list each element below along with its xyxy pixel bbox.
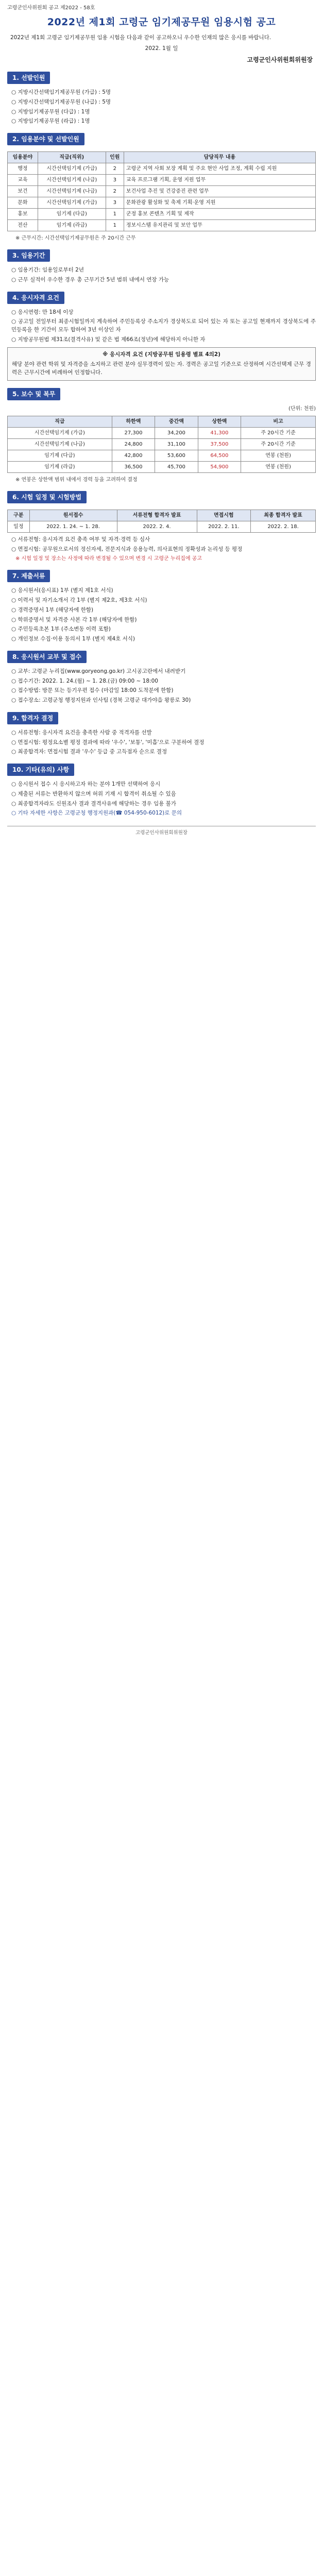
closing-issuer: 고령군인사위원회위원장 [7, 826, 316, 837]
table-cell: 2022. 2. 18. [251, 521, 316, 532]
table-cell: 문화 [8, 197, 38, 209]
announcement-page [0, 0, 323, 845]
table-cell: 행정 [8, 163, 38, 175]
table-header: 직급 [8, 416, 112, 427]
table-header: 서류전형 합격자 발표 [117, 510, 197, 521]
unit-label: (단위: 천원) [288, 405, 316, 412]
table-header: 인원 [106, 152, 124, 163]
table-cell: 문화관광 활성화 및 축제 기획·운영 지원 [124, 197, 315, 209]
schedule-table [7, 510, 316, 533]
table-cell: 교육 프로그램 기획, 운영 지원 업무 [124, 175, 315, 186]
table-cell: 보건사업 추진 및 건강증진 관련 업무 [124, 186, 315, 197]
table-cell: 연봉 (천원) [241, 461, 316, 472]
table-row [8, 209, 316, 220]
table-header: 하한액 [112, 416, 155, 427]
table-header: 원서접수 [29, 510, 117, 521]
table-cell: 2022. 1. 24. ~ 1. 28. [29, 521, 117, 532]
list-item: ○ 서류전형: 응시자격 요건 충족 여부 및 자격·경력 등 심사 [11, 536, 150, 543]
list-item: ○ 지방임기제공무원 (라급) : 1명 [11, 118, 90, 125]
table-cell: 37,500 [198, 438, 241, 450]
list-item: ○ 공고일 전일부터 최종시험일까지 계속하여 주민등록상 주소지가 경상북도로 되어 있는 자 또는 공고일 현재까지 경상북도에 주민등록을 한 기간이 모두 합하여 3년 이상인 자 [11, 318, 316, 333]
table-cell: 42,800 [112, 450, 155, 461]
list-item: ○ 제출된 서류는 반환하지 않으며 허위 기재 시 합격이 취소될 수 있음 [11, 790, 176, 797]
section-period [7, 249, 316, 284]
list-item: ○ 주민등록초본 1부 (주소변동 이력 포함) [11, 626, 111, 633]
section-selection [7, 712, 316, 756]
table-header: 임용분야 [8, 152, 38, 163]
table-cell: 일정 [8, 521, 30, 532]
table-cell: 주 20시간 기준 [241, 427, 316, 438]
announce-date: 2022. 1월 일 [145, 45, 178, 52]
issuer: 고령군인사위원회위원장 [247, 56, 313, 63]
list-item: ○ 교부: 고령군 누리집(www.goryeong.go.kr) 고시공고란에서 내려받기 [11, 668, 186, 674]
table-cell: 34,200 [155, 427, 198, 438]
fields-table [7, 151, 316, 231]
table-cell: 1 [106, 220, 124, 231]
list-item: ○ 응시원서 접수 시 응시하고자 하는 분야 1개만 선택하여 응시 [11, 781, 161, 787]
section-heading: 4. 응시자격 요건 [7, 292, 64, 304]
table-row [8, 461, 316, 472]
table-row [8, 197, 316, 209]
table-cell: 시간선택임기제 (나급) [38, 175, 106, 186]
table-cell: 1 [106, 209, 124, 220]
list-item: ○ 개인정보 수집·이용 동의서 1부 (별지 제4호 서식) [11, 636, 135, 642]
table-header: 담당직무 내용 [124, 152, 315, 163]
table-cell: 31,100 [155, 438, 198, 450]
table-row [8, 186, 316, 197]
section-qualification [7, 292, 316, 381]
table-row [8, 521, 316, 532]
table-cell: 2 [106, 186, 124, 197]
table-cell: 임기제 (다급) [38, 209, 106, 220]
table-row [8, 450, 316, 461]
table-cell: 53,600 [155, 450, 198, 461]
section-heading: 1. 선발인원 [7, 72, 50, 84]
section-heading: 5. 보수 및 복무 [7, 388, 60, 400]
list-item: ○ 면접시험: 평정요소별 평정 결과에 따라 '우수', '보통', '미흡'으로 구분하여 결정 [11, 739, 205, 745]
list-item: ○ 접수방법: 방문 또는 등기우편 접수 (마감일 18:00 도착분에 한함) [11, 687, 174, 694]
section-heading: 6. 시험 일정 및 시험방법 [7, 491, 87, 503]
list-item: ○ 접수장소: 고령군청 행정지원과 인사팀 (경북 고령군 대가야읍 왕릉로 30) [11, 697, 191, 703]
section-heading: 2. 임용분야 및 선발인원 [7, 133, 84, 145]
table-cell: 시간선택임기제 (가급) [38, 163, 106, 175]
table-cell: 24,800 [112, 438, 155, 450]
section-heading: 9. 합격자 결정 [7, 712, 58, 724]
table-row [8, 220, 316, 231]
table-cell: 36,500 [112, 461, 155, 472]
table-cell: 27,300 [112, 427, 155, 438]
table-cell: 임기제 (라급) [38, 220, 106, 231]
section-fields [7, 133, 316, 242]
note-text: ※ 시험 일정 및 장소는 사정에 따라 변경될 수 있으며 변경 시 고령군 누리집에 공고 [15, 556, 202, 562]
list-item: ○ 임용기간: 임용일로부터 2년 [11, 267, 84, 273]
table-cell: 교육 [8, 175, 38, 186]
list-item: ○ 지방시간선택임기제공무원 (나급) : 5명 [11, 98, 111, 105]
table-cell: 고령군 지역 사회 보장 계획 및 주요 현안 사업 조정, 계획 수립 지원 [124, 163, 315, 175]
list-item: ○ 경력증명서 1부 (해당자에 한함) [11, 606, 94, 613]
table-row [8, 175, 316, 186]
table-cell: 시간선택임기제 (가급) [38, 197, 106, 209]
table-header: 구분 [8, 510, 30, 521]
section-salary [7, 388, 316, 484]
list-item: ○ 이력서 및 자기소개서 각 1부 (별지 제2호, 제3호 서식) [11, 597, 147, 603]
section-heading: 3. 임용기간 [7, 249, 50, 262]
list-item: ○ 지방임기제공무원 (다급) : 1명 [11, 108, 90, 115]
table-cell: 2022. 2. 4. [117, 521, 197, 532]
table-row [8, 427, 316, 438]
section-notes [7, 764, 316, 818]
note-text: ※ 근무시간: 시간선택임기제공무원은 주 20시간 근무 [15, 235, 136, 241]
table-cell: 주 20시간 기준 [241, 438, 316, 450]
list-item: ○ 면접시험: 공무원으로서의 정신자세, 전문지식과 응용능력, 의사표현의 정확성과 논리성 등 평정 [11, 546, 243, 552]
table-cell: 정보시스템 유지관리 및 보안 업무 [124, 220, 315, 231]
list-item: ○ 학위증명서 및 자격증 사본 각 1부 (해당자에 한함) [11, 616, 137, 623]
list-item: ○ 근무 실적이 우수한 경우 총 근무기간 5년 범위 내에서 연장 가능 [11, 276, 169, 283]
table-cell: 64,500 [198, 450, 241, 461]
section-heading: 10. 기타(유의) 사항 [7, 764, 74, 776]
page-title: 2022년 제1회 고령군 임기제공무원 임용시험 공고 [47, 16, 276, 28]
table-cell: 보건 [8, 186, 38, 197]
table-cell: 임기제 (라급) [8, 461, 112, 472]
table-cell: 45,700 [155, 461, 198, 472]
table-cell: 홍보 [8, 209, 38, 220]
table-header: 중간액 [155, 416, 198, 427]
table-cell: 3 [106, 175, 124, 186]
box-title: ※ 응시자격 요건 (지방공무원 임용령 별표 4의2) [103, 351, 220, 358]
list-item: ○ 서류전형: 응시자격 요건을 충족한 사람 중 적격자를 선발 [11, 729, 152, 736]
table-header: 상한액 [198, 416, 241, 427]
table-cell: 2 [106, 163, 124, 175]
intro-text: 2022년 제1회 고령군 임기제공무원 임용 시험을 다음과 같이 공고하오니 우수한 인재의 많은 응시를 바랍니다. [10, 34, 271, 41]
document-number: 고령군인사위원회 공고 제2022 - 58호 [7, 5, 95, 11]
table-cell: 시간선택임기제 (나급) [8, 438, 112, 450]
table-cell: 전산 [8, 220, 38, 231]
table-cell: 시간선택임기제 (나급) [38, 186, 106, 197]
table-cell: 시간선택임기제 (가급) [8, 427, 112, 438]
table-cell: 군정 홍보 콘텐츠 기획 및 제작 [124, 209, 315, 220]
table-cell: 3 [106, 197, 124, 209]
section-heading: 7. 제출서류 [7, 570, 50, 582]
table-header: 최종 합격자 발표 [251, 510, 316, 521]
salary-table [7, 416, 316, 473]
list-item: ○ 최종합격자: 면접시험 결과 '우수' 등급 중 고득점자 순으로 결정 [11, 749, 167, 755]
qualification-box [7, 347, 316, 381]
list-item: ○ 응시원서(응시표) 1부 (별지 제1호 서식) [11, 587, 113, 594]
section-documents [7, 570, 316, 643]
list-item: ○ 지방시간선택임기제공무원 (가급) : 5명 [11, 89, 111, 95]
section-schedule [7, 491, 316, 563]
table-cell: 2022. 2. 11. [197, 521, 251, 532]
table-row [8, 163, 316, 175]
list-item: ○ 지방공무원법 제31조(결격사유) 및 같은 법 제66조(정년)에 해당하지 아니한 자 [11, 336, 206, 343]
table-header: 면접시험 [197, 510, 251, 521]
list-item: ○ 접수기간: 2022. 1. 24.(월) ~ 1. 28.(금) 09:00 ~ 18:00 [11, 677, 158, 684]
table-cell: 41,300 [198, 427, 241, 438]
table-cell: 연봉 (천원) [241, 450, 316, 461]
list-item: ○ 최종합격자라도 신원조사 결과 결격사유에 해당하는 경우 임용 불가 [11, 800, 176, 807]
section-heading: 8. 응시원서 교부 및 접수 [7, 651, 87, 663]
table-row [8, 438, 316, 450]
box-text: 해당 분야 관련 학위 및 자격증을 소지하고 관련 분야 실무경력이 있는 자. 경력은 공고일 기준으로 산정하며 시간선택제 근무 경력은 근무시간에 비례하여 인정합니다. [12, 361, 311, 376]
table-cell: 임기제 (다급) [8, 450, 112, 461]
section-recruit-count [7, 72, 316, 126]
list-item: ○ 기타 자세한 사항은 고령군청 행정지원과(☎ 054-950-6012)로 문의 [11, 810, 182, 817]
table-cell: 54,900 [198, 461, 241, 472]
section-application [7, 651, 316, 705]
table-header: 직급(직위) [38, 152, 106, 163]
list-item: ○ 응시연령: 만 18세 이상 [11, 309, 74, 315]
note-text: ※ 연봉은 상한액 범위 내에서 경력 등을 고려하여 결정 [15, 477, 138, 483]
table-header: 비고 [241, 416, 316, 427]
